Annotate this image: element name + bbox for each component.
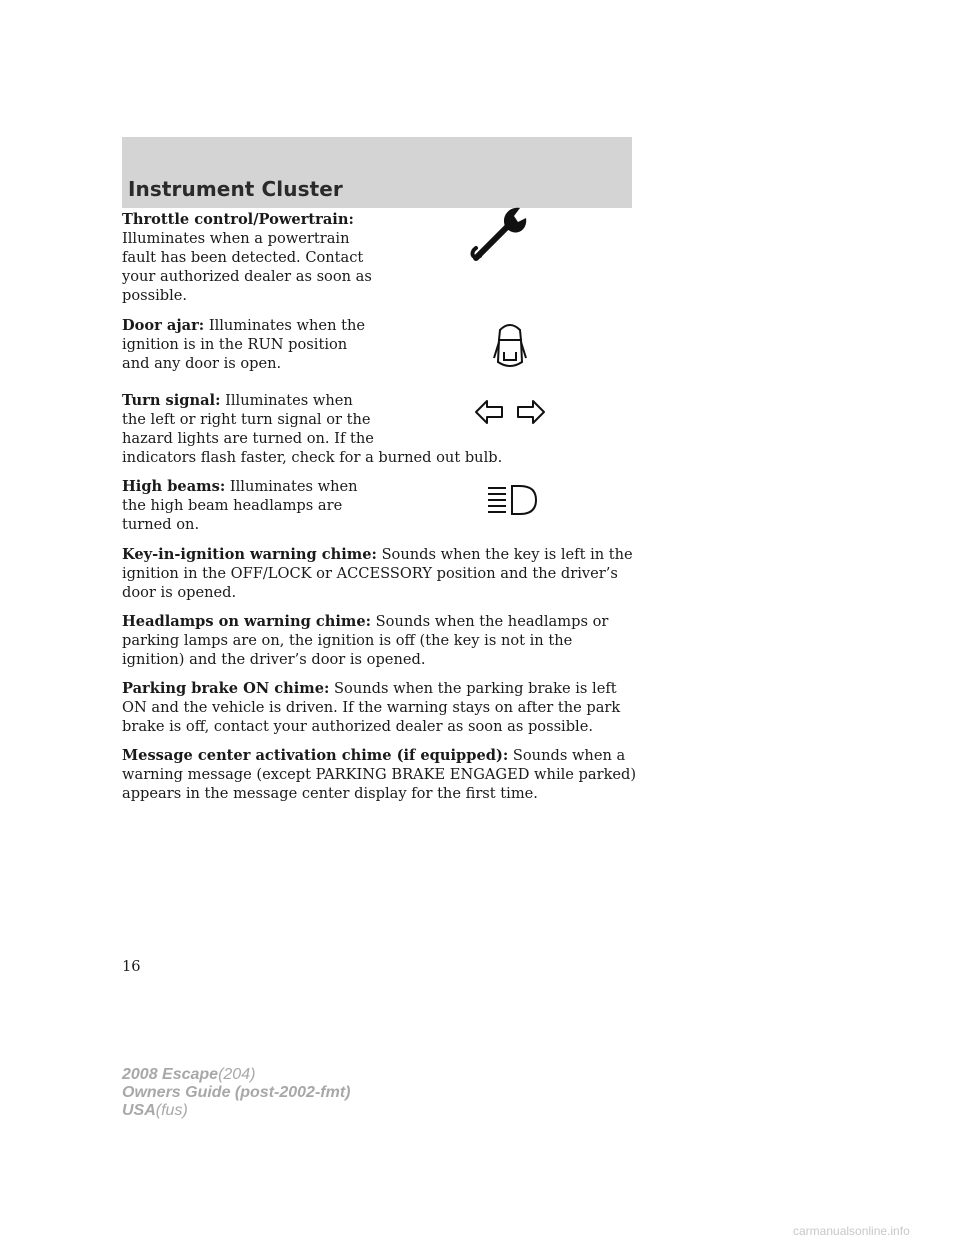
entry-description: Illuminates when the left or right turn signal or the hazard lights are turned on. If the <box>122 392 374 447</box>
entry-parking-brake-chime <box>122 679 637 736</box>
page-content <box>122 210 637 813</box>
turn-signal-arrows-icon <box>474 399 546 425</box>
entry-term: Throttle control/Powertrain: <box>122 211 354 228</box>
door-ajar-icon <box>492 318 528 378</box>
footer-line-2 <box>122 1084 350 1102</box>
footer-market: USA <box>122 1102 156 1119</box>
entry-term: Parking brake ON chime: <box>122 680 330 697</box>
watermark: carmanualsonline.info <box>793 1224 910 1238</box>
footer-guide-title: Owners Guide (post-2002-fmt) <box>122 1084 351 1101</box>
footer-model: 2008 Escape <box>122 1066 219 1083</box>
entry-description: Illuminates when a powertrain fault has been detected. Contact your authorized dealer as soon as possible. <box>122 230 372 304</box>
entry-term: Key-in-ignition warning chime: <box>122 546 377 563</box>
entry-description: Illuminates when the high beam headlamps are turned on. <box>122 478 358 533</box>
entry-description: Sounds when the key is left in the ignition in the OFF/LOCK or ACCESSORY position and the driver’s door is opened. <box>122 546 633 601</box>
entry-term: Door ajar: <box>122 317 205 334</box>
page-number: 16 <box>122 958 141 975</box>
entry-description: Sounds when the headlamps or parking lamps are on, the ignition is off (the key is not in the ignition) and the driver’s door is opened. <box>122 613 609 668</box>
entry-headlamps-on-chime <box>122 612 637 669</box>
footer-model-code: (204) <box>218 1066 256 1083</box>
entry-message-center-chime <box>122 746 637 803</box>
entry-door-ajar <box>122 316 637 381</box>
entry-term: Headlamps on warning chime: <box>122 613 372 630</box>
page-title: Instrument Cluster <box>128 177 343 201</box>
footer-line-1 <box>122 1066 350 1084</box>
wrench-icon <box>468 198 536 266</box>
entry-turn-signal <box>122 391 637 467</box>
entry-term: Message center activation chime (if equipped): <box>122 747 509 764</box>
footer-market-code: (fus) <box>155 1102 188 1119</box>
high-beam-icon <box>486 483 538 517</box>
entry-high-beams <box>122 477 637 535</box>
entry-term: High beams: <box>122 478 226 495</box>
entry-throttle-control <box>122 210 637 306</box>
section-header <box>122 137 632 208</box>
entry-description: Illuminates when the ignition is in the RUN position and any door is open. <box>122 317 366 372</box>
document-footer <box>122 1066 350 1120</box>
footer-line-3 <box>122 1102 350 1120</box>
entry-description: Sounds when the parking brake is left ON and the vehicle is driven. If the warning stays on after the park brake is off, contact your authorized dealer as soon as possible. <box>122 680 621 735</box>
entry-key-in-ignition-chime <box>122 545 637 602</box>
entry-description-continued: indicators flash faster, check for a burned out bulb. <box>122 449 503 466</box>
entry-description: Sounds when a warning message (except PARKING BRAKE ENGAGED while parked) appears in the message center display for the first time. <box>122 747 637 802</box>
entry-term: Turn signal: <box>122 392 221 409</box>
